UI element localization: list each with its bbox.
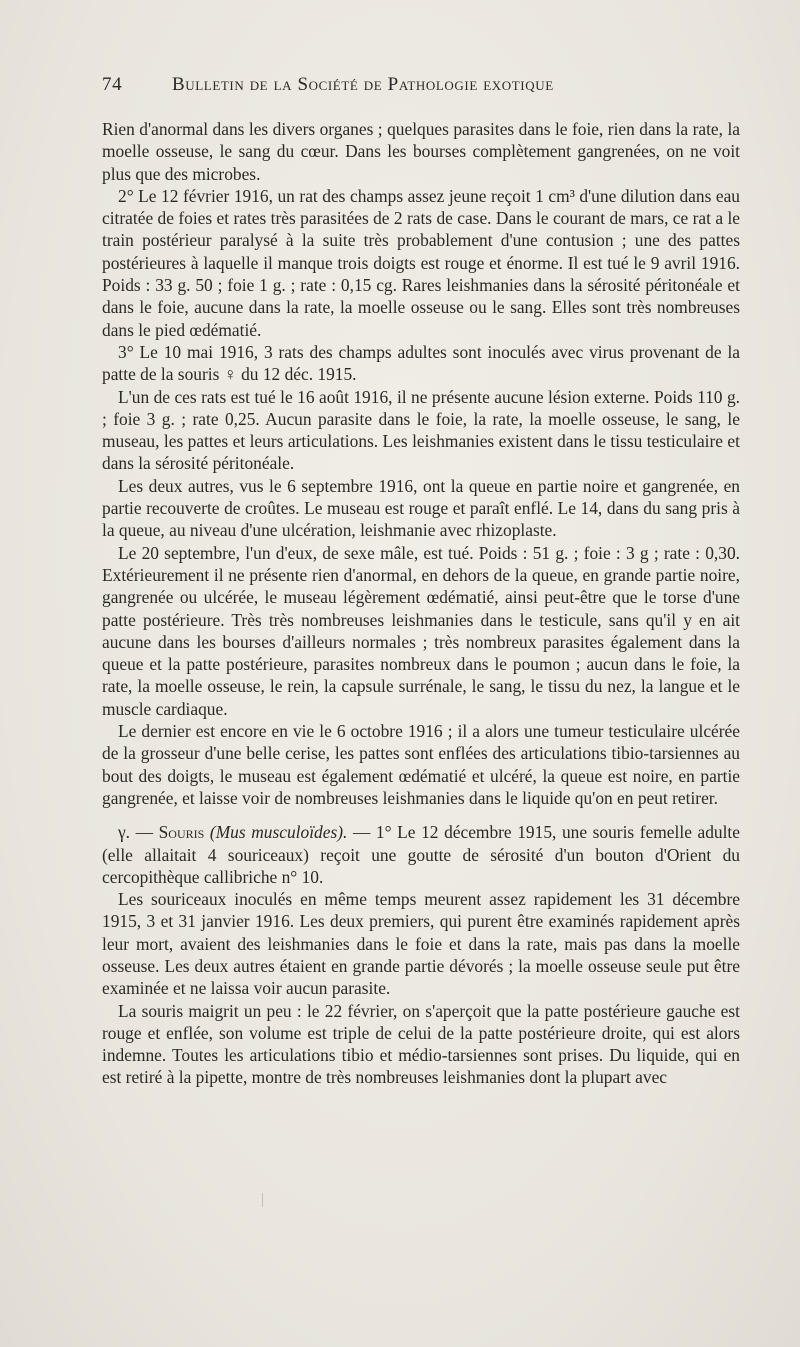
paragraph: La souris maigrit un peu : le 22 février, on s'aperçoit que la patte postérieure gauche est rouge et enflée, son volume est triple de celui de la patte postérieure droite, qui est alors indemne. Toutes les articulations tibio et médio-tarsiennes sont prises. Du liquide, qui en est retiré à la pipette, montre de très nombreuses leishmanies dont la plupart avec	[102, 1000, 740, 1088]
section-intro-text: — 1° Le 12 décembre 1915, une souris femelle adulte (elle allaitait 4 souriceaux) reçoit une goutte de sérosité d'un bouton d'Orient du cercopithèque callibriche n° 10.	[102, 822, 740, 887]
paragraph: 3° Le 10 mai 1916, 3 rats des champs adultes sont inoculés avec virus provenant de la patte de la souris ♀ du 12 déc. 1915.	[102, 341, 740, 385]
section-dash: —	[135, 822, 154, 843]
paragraph: L'un de ces rats est tué le 16 août 1916, il ne présente aucune lésion externe. Poids 110 g. ; foie 3 g. ; rate 0,25. Aucun parasite dans le foie, la rate, la moelle osseuse, le sang, le museau, les pattes et leurs articulations. Les leishmanies existent dans le tissu testiculaire et dans la sérosité péritonéale.	[102, 386, 740, 474]
running-title: Bulletin de la Société de Pathologie exotique	[172, 74, 554, 95]
paragraph: Le dernier est encore en vie le 6 octobre 1916 ; il a alors une tumeur testiculaire ulcérée de la grosseur d'une belle cerise, les pattes sont enflées des articulations tibio-tarsiennes au bout des doigts, le museau est également œdématié et ulcéré, la queue est noire, en partie gangrenée, et laisse voir de nombreuses leishmanies dans le liquide qu'on en peut retirer.	[102, 721, 740, 808]
print-mark	[262, 1193, 269, 1207]
body-text	[102, 118, 740, 1089]
page-header	[102, 74, 662, 98]
paragraph: Le 20 septembre, l'un d'eux, de sexe mâle, est tué. Poids : 51 g. ; foie : 3 g ; rate : 0,30. Extérieurement il ne présente rien d'anormal, en dehors de la queue, en grande partie noire, gangrenée ou ulcérée, le museau légèrement œdématié, ainsi peut-être que le torse d'une patte postérieure. Très très nombreuses leishmanies dans le testicule, sans qu'il y en ait aucune dans les bourses d'ailleurs normales ; très nombreux parasites également dans la queue et la patte postérieure, parasites nombreux dans le poumon ; aucun dans le foie, la rate, la moelle osseuse, le rein, la capsule surrénale, le sang, le tissu du nez, la langue et le muscle cardiaque.	[102, 542, 740, 719]
latin-species-name: (Mus musculoïdes).	[209, 822, 348, 843]
paragraph: Rien d'anormal dans les divers organes ; quelques parasites dans le foie, rien dans la rate, la moelle osseuse, le sang du cœur. Dans les bourses complètement gangrenées, on ne voit plus que des microbes.	[102, 119, 740, 184]
section-letter: γ.	[118, 822, 131, 843]
page-number: 74	[102, 74, 123, 95]
section-intro	[102, 821, 740, 888]
paragraph: Les souriceaux inoculés en même temps meurent assez rapidement les 31 décembre 1915, 3 et 31 janvier 1916. Les deux premiers, qui purent être examinés rapidement après leur mort, avaient des leishmanies dans le foie et dans la rate, mais pas dans la moelle osseuse. Les deux autres étaient en grande partie dévorés ; la moelle osseuse seule put être examinée et ne laissa voir aucun parasite.	[102, 889, 740, 999]
paragraph: 2° Le 12 février 1916, un rat des champs assez jeune reçoit 1 cm³ d'une dilution dans eau citratée de foies et rates très parasitées de 2 rats de case. Dans le courant de mars, ce rat a le train postérieur paralysé à la suite très probablement d'une contusion ; une des pattes postérieures à laquelle il manque trois doigts est rouge et énorme. Il est tué le 9 avril 1916. Poids : 33 g. 50 ; foie 1 g. ; rate : 0,15 cg. Rares leishmanies dans la sérosité péritonéale et dans le foie, aucune dans la rate, la moelle osseuse ou le sang. Elles sont très nombreuses dans le pied œdématié.	[102, 185, 740, 340]
paragraph: Les deux autres, vus le 6 septembre 1916, ont la queue en partie noire et gangrenée, en partie recouverte de croûtes. Le museau est rouge et paraît enflé. Le 14, dans du sang pris à la queue, au niveau d'une ulcération, leishmanie avec rhizoplaste.	[102, 475, 740, 541]
section-name: Souris	[158, 822, 205, 843]
